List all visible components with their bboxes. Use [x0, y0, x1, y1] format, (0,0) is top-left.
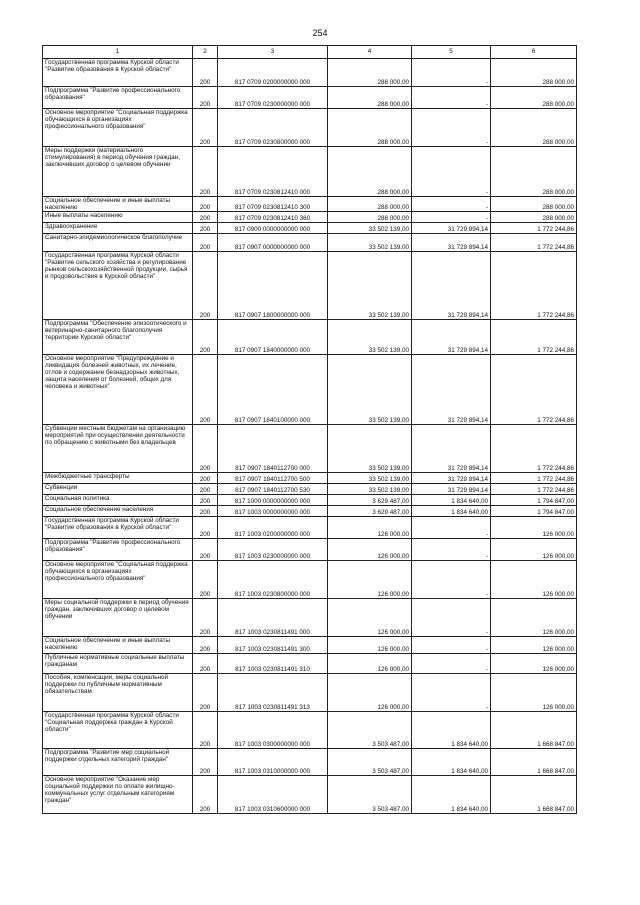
header-col-5: 5 — [412, 46, 491, 59]
row-code: 817 0900 0000000000 000 — [218, 223, 328, 234]
row-amount-col5: - — [412, 654, 491, 674]
row-amount-col5: - — [412, 87, 491, 109]
row-amount-col6: 288 000,00 — [491, 109, 577, 147]
row-name: Государственная программа Курской области "Развитие образования в Курской области" — [43, 59, 193, 87]
row-grbs: 200 — [193, 637, 218, 654]
row-amount-col6: 1 772 244,86 — [491, 355, 577, 425]
row-amount-col5: 31 729 894,14 — [412, 320, 491, 355]
row-amount-col4: 3 629 487,00 — [328, 506, 412, 517]
table-row — [43, 59, 577, 87]
row-grbs: 200 — [193, 561, 218, 599]
row-amount-col5: - — [412, 212, 491, 223]
row-grbs: 200 — [193, 517, 218, 539]
row-amount-col5: 1 834 640,00 — [412, 506, 491, 517]
row-code: 817 0709 0230800000 000 — [218, 109, 328, 147]
row-amount-col4: 33 502 139,00 — [328, 252, 412, 320]
row-amount-col6: 126 000,00 — [491, 674, 577, 712]
row-amount-col5: 31 729 894,14 — [412, 425, 491, 473]
row-name: Здравоохранение — [43, 223, 193, 234]
row-code: 817 1003 0000000000 000 — [218, 506, 328, 517]
row-amount-col6: 1 772 244,86 — [491, 425, 577, 473]
table-row — [43, 109, 577, 147]
row-grbs: 200 — [193, 212, 218, 223]
row-grbs: 200 — [193, 87, 218, 109]
table-row — [43, 425, 577, 473]
row-code: 817 0709 0230812410 360 — [218, 212, 328, 223]
table-row — [43, 223, 577, 234]
row-code: 817 1003 0200000000 000 — [218, 517, 328, 539]
row-amount-col6: 126 000,00 — [491, 654, 577, 674]
table-row — [43, 147, 577, 197]
row-name: Меры поддержки (материального стимулирования) в период обучения граждан, заключивших договор о целевом обучении — [43, 147, 193, 197]
row-amount-col4: 288 000,00 — [328, 59, 412, 87]
header-col-4: 4 — [328, 46, 412, 59]
row-code: 817 1003 0310600000 000 — [218, 776, 328, 814]
row-amount-col5: - — [412, 637, 491, 654]
row-code: 817 0907 1840000000 000 — [218, 320, 328, 355]
row-name: Основное мероприятие "Социальная поддержка обучающихся в организациях профессионального образования" — [43, 561, 193, 599]
table-row — [43, 674, 577, 712]
row-code: 817 0907 1840112700 530 — [218, 484, 328, 495]
row-amount-col6: 1 772 244,86 — [491, 484, 577, 495]
row-name: Межбюджетные трансферты — [43, 473, 193, 484]
row-grbs: 200 — [193, 539, 218, 561]
row-amount-col5: - — [412, 109, 491, 147]
row-grbs: 200 — [193, 425, 218, 473]
row-amount-col5: 1 834 640,00 — [412, 495, 491, 506]
header-col-2: 2 — [193, 46, 218, 59]
row-amount-col4: 33 502 139,00 — [328, 425, 412, 473]
row-name: Подпрограмма "Развитие профессионального образования" — [43, 539, 193, 561]
row-grbs: 200 — [193, 599, 218, 637]
table-row — [43, 484, 577, 495]
row-code: 817 0907 1840112700 500 — [218, 473, 328, 484]
table-row — [43, 561, 577, 599]
row-name: Подпрограмма "Развитие мер социальной поддержки отдельных категорий граждан" — [43, 749, 193, 776]
row-amount-col5: 31 729 894,14 — [412, 473, 491, 484]
row-amount-col4: 33 502 139,00 — [328, 484, 412, 495]
row-amount-col5: - — [412, 517, 491, 539]
row-amount-col4: 3 629 487,00 — [328, 495, 412, 506]
row-code: 817 0709 0200000000 000 — [218, 59, 328, 87]
row-grbs: 200 — [193, 223, 218, 234]
row-name: Основное мероприятие "Предупреждение и ликвидация болезней животных, их лечение, отлов и содержание безнадзорных животных, защита населения от болезней, общих для человека и животных" — [43, 355, 193, 425]
table-row — [43, 506, 577, 517]
row-amount-col6: 1 772 244,86 — [491, 320, 577, 355]
table-header-row — [43, 46, 577, 59]
row-amount-col6: 288 000,00 — [491, 197, 577, 212]
row-amount-col6: 1 668 847,00 — [491, 776, 577, 814]
row-amount-col5: 1 834 640,00 — [412, 712, 491, 749]
row-amount-col5: 31 729 894,14 — [412, 484, 491, 495]
row-grbs: 200 — [193, 252, 218, 320]
table-row — [43, 495, 577, 506]
row-amount-col4: 126 000,00 — [328, 539, 412, 561]
row-amount-col6: 1 772 244,86 — [491, 252, 577, 320]
table-row — [43, 776, 577, 814]
row-grbs: 200 — [193, 654, 218, 674]
row-name: Государственная программа Курской области "Развитие образования в Курской области" — [43, 517, 193, 539]
table-row — [43, 234, 577, 252]
row-amount-col5: - — [412, 59, 491, 87]
row-name: Меры социальной поддержки в период обучения граждан, заключивших договор о целевом обучении — [43, 599, 193, 637]
row-amount-col4: 126 000,00 — [328, 599, 412, 637]
table-row — [43, 252, 577, 320]
row-grbs: 200 — [193, 749, 218, 776]
row-amount-col6: 126 000,00 — [491, 637, 577, 654]
header-col-6: 6 — [491, 46, 577, 59]
row-code: 817 1003 0230800000 000 — [218, 561, 328, 599]
row-amount-col6: 1 794 847,00 — [491, 506, 577, 517]
row-amount-col4: 126 000,00 — [328, 517, 412, 539]
row-grbs: 200 — [193, 712, 218, 749]
row-code: 817 0709 0230812410 300 — [218, 197, 328, 212]
row-amount-col6: 126 000,00 — [491, 561, 577, 599]
row-name: Субвенции местным бюджетам на организацию мероприятий при осуществлении деятельности по обращению с животными без владельцев — [43, 425, 193, 473]
row-name: Иные выплаты населению — [43, 212, 193, 223]
row-amount-col4: 33 502 139,00 — [328, 320, 412, 355]
row-amount-col4: 33 502 139,00 — [328, 355, 412, 425]
row-amount-col5: 1 834 640,00 — [412, 749, 491, 776]
row-amount-col4: 33 502 139,00 — [328, 223, 412, 234]
row-amount-col4: 126 000,00 — [328, 674, 412, 712]
row-grbs: 200 — [193, 506, 218, 517]
table-row — [43, 712, 577, 749]
row-amount-col6: 1 794 847,00 — [491, 495, 577, 506]
row-name: Публичные нормативные социальные выплаты гражданам — [43, 654, 193, 674]
row-name: Основное мероприятие "Социальная поддержка обучающихся в организациях профессионального образования" — [43, 109, 193, 147]
row-name: Государственная программа Курской области "Социальная поддержка граждан в Курской области" — [43, 712, 193, 749]
row-grbs: 200 — [193, 109, 218, 147]
row-amount-col5: - — [412, 539, 491, 561]
row-code: 817 1003 0230811491 313 — [218, 674, 328, 712]
row-amount-col6: 126 000,00 — [491, 599, 577, 637]
row-grbs: 200 — [193, 674, 218, 712]
table-row — [43, 539, 577, 561]
row-amount-col6: 126 000,00 — [491, 539, 577, 561]
row-grbs: 200 — [193, 776, 218, 814]
row-amount-col6: 1 772 244,86 — [491, 223, 577, 234]
row-grbs: 200 — [193, 473, 218, 484]
row-amount-col5: - — [412, 197, 491, 212]
row-amount-col5: 31 729 894,14 — [412, 355, 491, 425]
row-amount-col4: 126 000,00 — [328, 654, 412, 674]
table-row — [43, 654, 577, 674]
row-name: Основное мероприятие "Оказание мер социальной поддержки по оплате жилищно-коммунальных услуг отдельным категориям граждан" — [43, 776, 193, 814]
row-amount-col4: 33 502 139,00 — [328, 234, 412, 252]
table-row — [43, 749, 577, 776]
row-grbs: 200 — [193, 484, 218, 495]
row-amount-col4: 288 000,00 — [328, 87, 412, 109]
row-amount-col6: 1 772 244,86 — [491, 234, 577, 252]
row-amount-col5: - — [412, 599, 491, 637]
row-amount-col6: 288 000,00 — [491, 147, 577, 197]
row-amount-col6: 1 772 244,86 — [491, 473, 577, 484]
row-code: 817 1003 0230000000 000 — [218, 539, 328, 561]
page-number: 254 — [312, 28, 328, 38]
header-col-1: 1 — [43, 46, 193, 59]
row-amount-col4: 288 000,00 — [328, 197, 412, 212]
row-grbs: 200 — [193, 495, 218, 506]
row-amount-col6: 288 000,00 — [491, 212, 577, 223]
row-grbs: 200 — [193, 355, 218, 425]
row-amount-col4: 3 503 487,00 — [328, 712, 412, 749]
row-amount-col4: 126 000,00 — [328, 561, 412, 599]
row-code: 817 0709 0230000000 000 — [218, 87, 328, 109]
table-row — [43, 473, 577, 484]
row-code: 817 0907 0000000000 000 — [218, 234, 328, 252]
table-row — [43, 355, 577, 425]
row-grbs: 200 — [193, 234, 218, 252]
row-code: 817 0907 1800000000 000 — [218, 252, 328, 320]
row-amount-col4: 3 503 487,00 — [328, 776, 412, 814]
row-code: 817 0907 1840112700 000 — [218, 425, 328, 473]
table-row — [43, 637, 577, 654]
row-grbs: 200 — [193, 59, 218, 87]
row-code: 817 1000 0000000000 000 — [218, 495, 328, 506]
row-amount-col5: 31 729 894,14 — [412, 234, 491, 252]
row-code: 817 1003 0230811491 310 — [218, 654, 328, 674]
row-code: 817 1003 0300000000 000 — [218, 712, 328, 749]
table-row — [43, 212, 577, 223]
row-name: Социальное обеспечение и иные выплаты населению — [43, 637, 193, 654]
table-row — [43, 517, 577, 539]
row-amount-col5: 1 834 640,00 — [412, 776, 491, 814]
row-amount-col5: - — [412, 674, 491, 712]
row-amount-col6: 1 668 847,00 — [491, 749, 577, 776]
row-name: Субвенции — [43, 484, 193, 495]
row-amount-col6: 1 668 847,00 — [491, 712, 577, 749]
row-amount-col6: 288 000,00 — [491, 87, 577, 109]
row-code: 817 1003 0310000000 000 — [218, 749, 328, 776]
row-grbs: 200 — [193, 197, 218, 212]
row-code: 817 1003 0230811491 000 — [218, 599, 328, 637]
row-grbs: 200 — [193, 147, 218, 197]
row-amount-col4: 288 000,00 — [328, 109, 412, 147]
row-name: Подпрограмма "Развитие профессионального образования" — [43, 87, 193, 109]
row-amount-col6: 288 000,00 — [491, 59, 577, 87]
row-amount-col4: 33 502 139,00 — [328, 473, 412, 484]
row-amount-col4: 3 503 487,00 — [328, 749, 412, 776]
row-grbs: 200 — [193, 320, 218, 355]
row-amount-col4: 288 000,00 — [328, 147, 412, 197]
table-row — [43, 320, 577, 355]
row-amount-col5: - — [412, 561, 491, 599]
row-amount-col5: 31 729 894,14 — [412, 252, 491, 320]
table-row — [43, 599, 577, 637]
row-code: 817 1003 0230811491 300 — [218, 637, 328, 654]
row-amount-col4: 288 000,00 — [328, 212, 412, 223]
row-name: Социальное обеспечение и иные выплаты населению — [43, 197, 193, 212]
row-name: Социальная политика — [43, 495, 193, 506]
budget-table — [42, 45, 577, 814]
row-amount-col5: 31 729 894,14 — [412, 223, 491, 234]
row-name: Пособия, компенсации, меры социальной поддержки по публичным нормативным обязательствам — [43, 674, 193, 712]
row-name: Социальное обеспечение населения — [43, 506, 193, 517]
row-amount-col5: - — [412, 147, 491, 197]
row-name: Государственная программа Курской области "Развитие сельского хозяйства и регулирование рынков сельскохозяйственной продукции, сырья и продовольствия в Курской области" — [43, 252, 193, 320]
row-name: Санитарно-эпидемиологическое благополучие — [43, 234, 193, 252]
row-amount-col4: 126 000,00 — [328, 637, 412, 654]
header-col-3: 3 — [218, 46, 328, 59]
table-row — [43, 87, 577, 109]
row-code: 817 0907 1840100000 000 — [218, 355, 328, 425]
row-code: 817 0709 0230812410 000 — [218, 147, 328, 197]
row-amount-col6: 126 000,00 — [491, 517, 577, 539]
table-row — [43, 197, 577, 212]
row-name: Подпрограмма "Обеспечение эпизоотического и ветеринарно-санитарного благополучия территории Курской области" — [43, 320, 193, 355]
